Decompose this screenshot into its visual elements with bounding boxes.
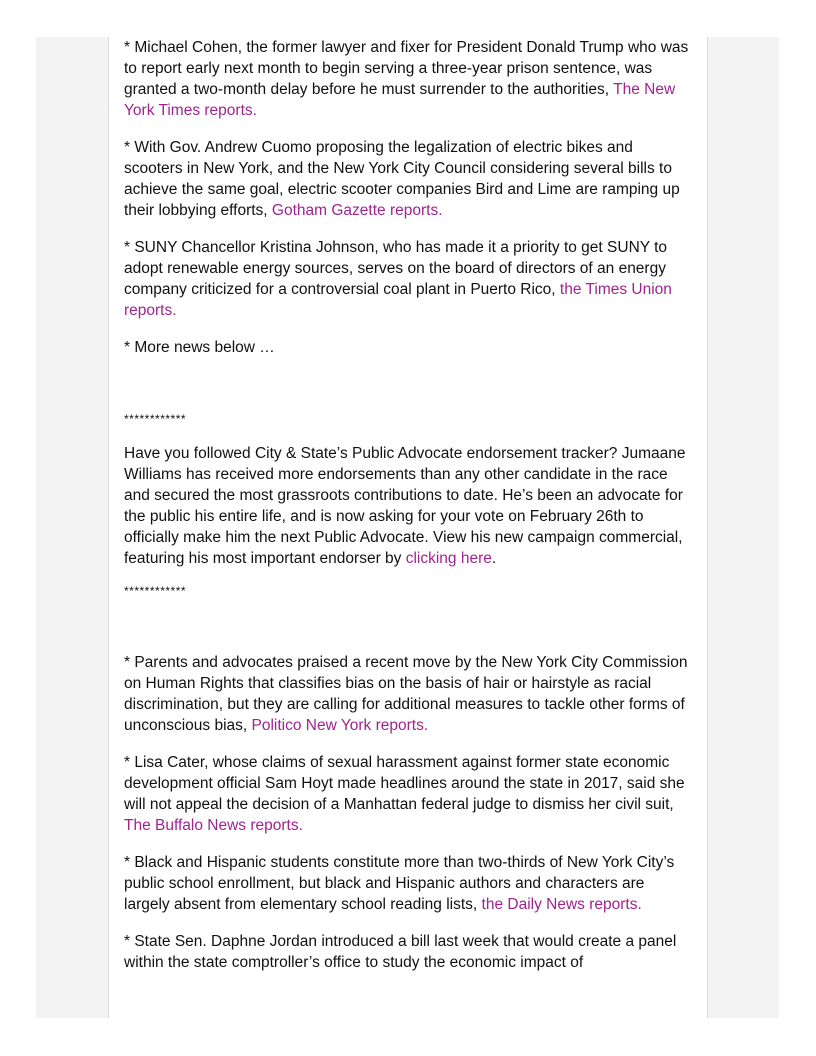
- sponsor-divider-bottom: ************: [124, 584, 187, 598]
- news-item-text: * SUNY Chancellor Kristina Johnson, who has made it a priority to get SUNY to adopt renewable energy sources, serves on the board of directors of an energy company criticized for a controversial coal plant in Puerto Rico,: [124, 239, 668, 298]
- news-item: [124, 852, 694, 915]
- news-item: [124, 752, 694, 836]
- sponsor-text-end: .: [491, 550, 497, 567]
- news-item-link[interactable]: The New York Times reports.: [124, 81, 676, 119]
- news-item-link[interactable]: Politico New York reports.: [251, 717, 429, 734]
- news-item-text: * Black and Hispanic students constitute more than two-thirds of New York City’s public school enrollment, but black and Hispanic authors and characters are largely absent from elementary school reading lists,: [124, 854, 675, 913]
- news-item-link[interactable]: the Times Union reports.: [124, 281, 672, 319]
- news-item-text: * Lisa Cater, whose claims of sexual harassment against former state economic development official Sam Hoyt made headlines around the state in 2017, said she will not appeal the decision of a Manhattan federal judge to dismiss her civil suit,: [124, 754, 685, 813]
- news-item-text: * State Sen. Daphne Jordan introduced a bill last week that would create a panel within the state comptroller’s office to study the economic impact of: [124, 933, 677, 971]
- news-item-text: * Parents and advocates praised a recent move by the New York City Commission on Human Rights that classifies bias on the basis of hair or hairstyle as racial discrimination, but they are calling for additional measures to tackle other forms of unconscious bias,: [124, 654, 688, 734]
- news-item: [124, 137, 694, 221]
- sponsor-message: [124, 443, 694, 569]
- sponsor-text: Have you followed City & State’s Public Advocate endorsement tracker? Jumaane Williams has received more endorsements than any other candidate in the race and secured the most grassroots contributions to date. He’s been an advocate for the public his entire life, and is now asking for your vote on February 26th to officially make him the next Public Advocate. View his new campaign commercial, featuring his most important endorser by: [124, 445, 686, 567]
- sponsor-link[interactable]: clicking here: [405, 550, 492, 567]
- news-item-link[interactable]: Gotham Gazette reports.: [271, 202, 443, 219]
- news-item: [124, 237, 694, 321]
- news-item-text: * Michael Cohen, the former lawyer and fixer for President Donald Trump who was to report early next month to begin serving a three-year prison sentence, was granted a two-month delay before he must surrender to the authorities,: [124, 39, 689, 98]
- sponsor-divider-top: ************: [124, 412, 187, 426]
- news-item-text: * With Gov. Andrew Cuomo proposing the legalization of electric bikes and scooters in New York, and the New York City Council considering several bills to achieve the same goal, electric scooter companies Bird and Lime are ramping up their lobbying efforts,: [124, 139, 680, 219]
- news-item-link[interactable]: The Buffalo News reports.: [124, 817, 303, 834]
- newsletter-content: [124, 37, 694, 989]
- news-item-link[interactable]: the Daily News reports.: [481, 896, 642, 913]
- news-item: [124, 931, 694, 973]
- more-news-text: * More news below …: [124, 339, 275, 356]
- news-item: [124, 652, 694, 736]
- news-item: [124, 37, 694, 121]
